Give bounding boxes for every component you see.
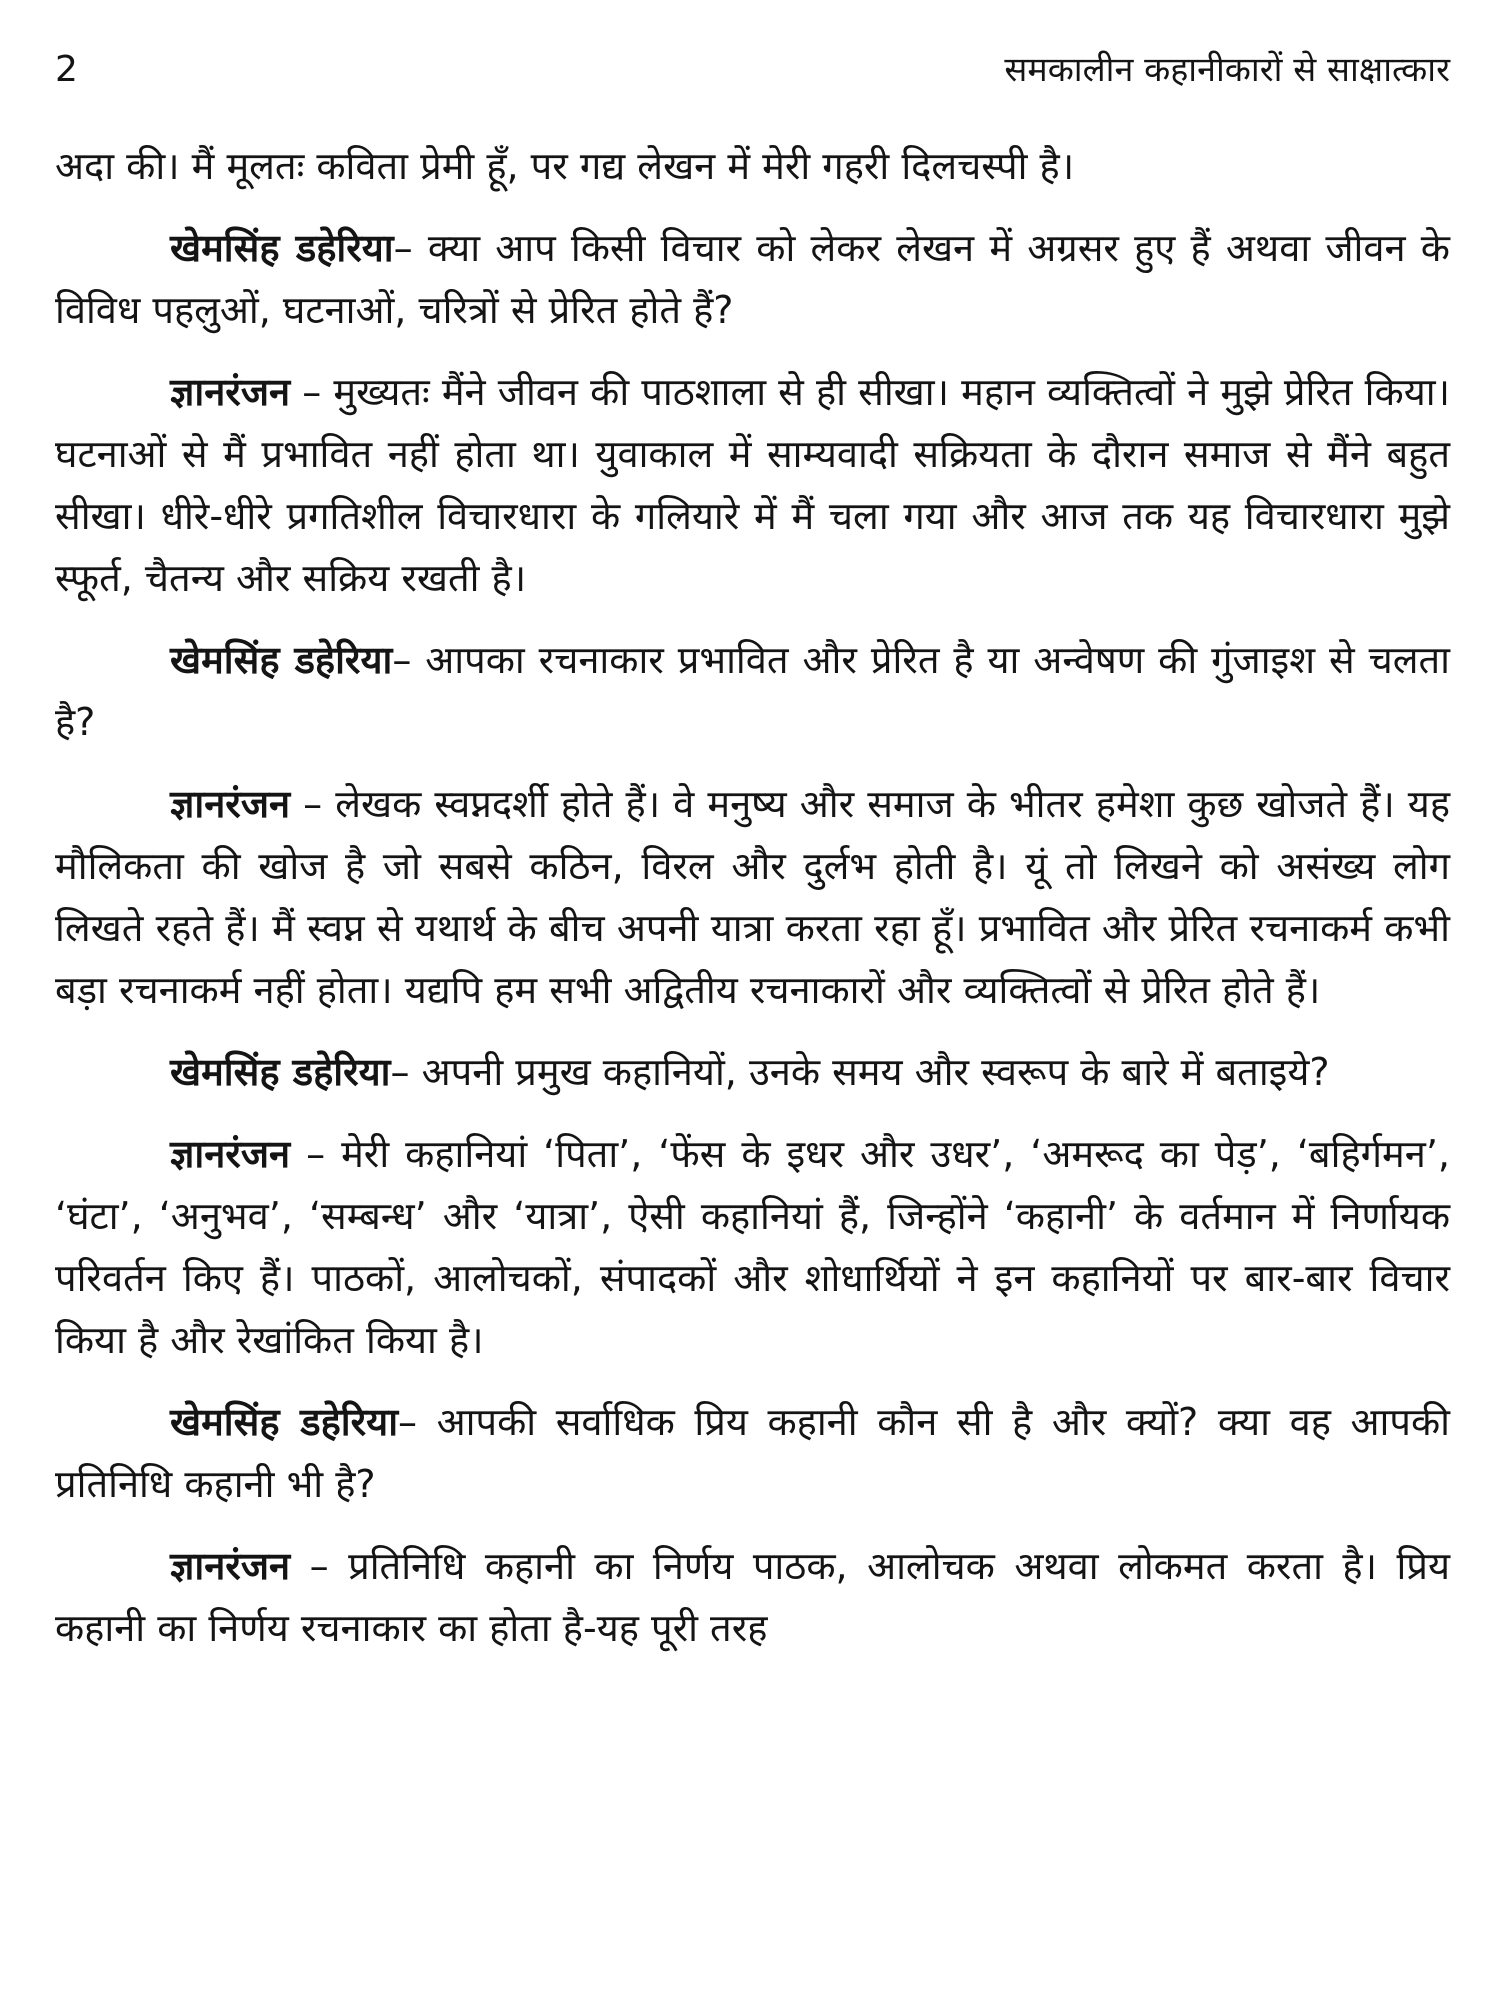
speaker-separator: –	[392, 638, 426, 682]
paragraph-answer	[55, 361, 1450, 609]
paragraph-text: आपकी सर्वाधिक प्रिय कहानी कौन सी है और क्यों? क्या वह आपकी प्रतिनिधि कहानी भी है?	[55, 1400, 1450, 1506]
paragraph-text: मुख्यतः मैंने जीवन की पाठशाला से ही सीखा। महान व्यक्तित्वों ने मुझे प्रेरित किया। घटनाओं से मैं प्रभावित नहीं होता था। युवाकाल में साम्यवादी सक्रियता के दौरान समाज से मैंने बहुत सीखा। धीरे-धीरे प्रगतिशील विचारधारा के गलियारे में मैं चला गया और आज तक यह विचारधारा मुझे स्फूर्त, चैतन्य और सक्रिय रखती है।	[55, 370, 1450, 600]
paragraph-text: अदा की। मैं मूलतः कविता प्रेमी हूँ, पर गद्य लेखन में मेरी गहरी दिलचस्पी है।	[55, 144, 1075, 188]
speaker-name: खेमसिंह डहेरिया	[170, 226, 394, 270]
paragraph-answer	[55, 773, 1450, 1021]
speaker-separator: –	[290, 370, 334, 414]
speaker-name: खेमसिंह डहेरिया	[170, 1400, 399, 1444]
speaker-name: खेमसिंह डहेरिया	[170, 1050, 391, 1094]
paragraph-text: क्या आप किसी विचार को लेकर लेखन में अग्रसर हुए हैं अथवा जीवन के विविध पहलुओं, घटनाओं, चरित्रों से प्रेरित होते हैं?	[55, 226, 1450, 332]
speaker-separator: –	[290, 782, 336, 826]
speaker-separator: –	[290, 1544, 349, 1588]
paragraph-text: आपका रचनाकार प्रभावित और प्रेरित है या अन्वेषण की गुंजाइश से चलता है?	[55, 638, 1450, 744]
paragraph-text: अपनी प्रमुख कहानियों, उनके समय और स्वरूप के बारे में बताइये?	[421, 1050, 1330, 1094]
paragraph-text: प्रतिनिधि कहानी का निर्णय पाठक, आलोचक अथवा लोकमत करता है। प्रिय कहानी का निर्णय रचनाकार का होता है-यह पूरी तरह	[55, 1544, 1450, 1650]
paragraph-text: मेरी कहानियां ‘पिता’, ‘फेंस के इधर और उधर’, ‘अमरूद का पेड़’, ‘बहिर्गमन’, ‘घंटा’, ‘अनुभव’, ‘सम्बन्ध’ और ‘यात्रा’, ऐसी कहानियां हैं, जिन्होंने ‘कहानी’ के वर्तमान में निर्णायक परिवर्तन किए हैं। पाठकों, आलोचकों, संपादकों और शोधार्थियों ने इन कहानियों पर बार-बार विचार किया है और रेखांकित किया है।	[55, 1132, 1450, 1362]
page-number: 2	[55, 49, 78, 90]
speaker-name: ज्ञानरंजन	[170, 1132, 291, 1176]
speaker-separator: –	[393, 226, 428, 270]
paragraph-question	[55, 217, 1450, 341]
paragraph-question	[55, 629, 1450, 753]
interview-text	[55, 135, 1450, 1659]
paragraph-text: लेखक स्वप्नदर्शी होते हैं। वे मनुष्य और समाज के भीतर हमेशा कुछ खोजते हैं। यह मौलिकता की खोज है जो सबसे कठिन, विरल और दुर्लभ होती है। यूं तो लिखने को असंख्य लोग लिखते रहते हैं। मैं स्वप्न से यथार्थ के बीच अपनी यात्रा करता रहा हूँ। प्रभावित और प्रेरित रचनाकर्म कभी बड़ा रचनाकर्म नहीं होता। यद्यपि हम सभी अद्वितीय रचनाकारों और व्यक्तित्वों से प्रेरित होते हैं।	[55, 782, 1450, 1012]
speaker-name: ज्ञानरंजन	[170, 1544, 291, 1588]
speaker-name: ज्ञानरंजन	[170, 782, 291, 826]
paragraph-answer	[55, 1123, 1450, 1371]
speaker-separator: –	[390, 1050, 422, 1094]
page-header	[55, 40, 1450, 100]
speaker-name: खेमसिंह डहेरिया	[170, 638, 393, 682]
running-title: समकालीन कहानीकारों से साक्षात्कार	[1004, 50, 1450, 90]
speaker-separator: –	[290, 1132, 342, 1176]
paragraph-question	[55, 1391, 1450, 1515]
paragraph-answer	[55, 1535, 1450, 1659]
speaker-name: ज्ञानरंजन	[170, 370, 291, 414]
paragraph-question	[55, 1041, 1450, 1103]
paragraph-continuation	[55, 135, 1450, 197]
speaker-separator: –	[398, 1400, 437, 1444]
